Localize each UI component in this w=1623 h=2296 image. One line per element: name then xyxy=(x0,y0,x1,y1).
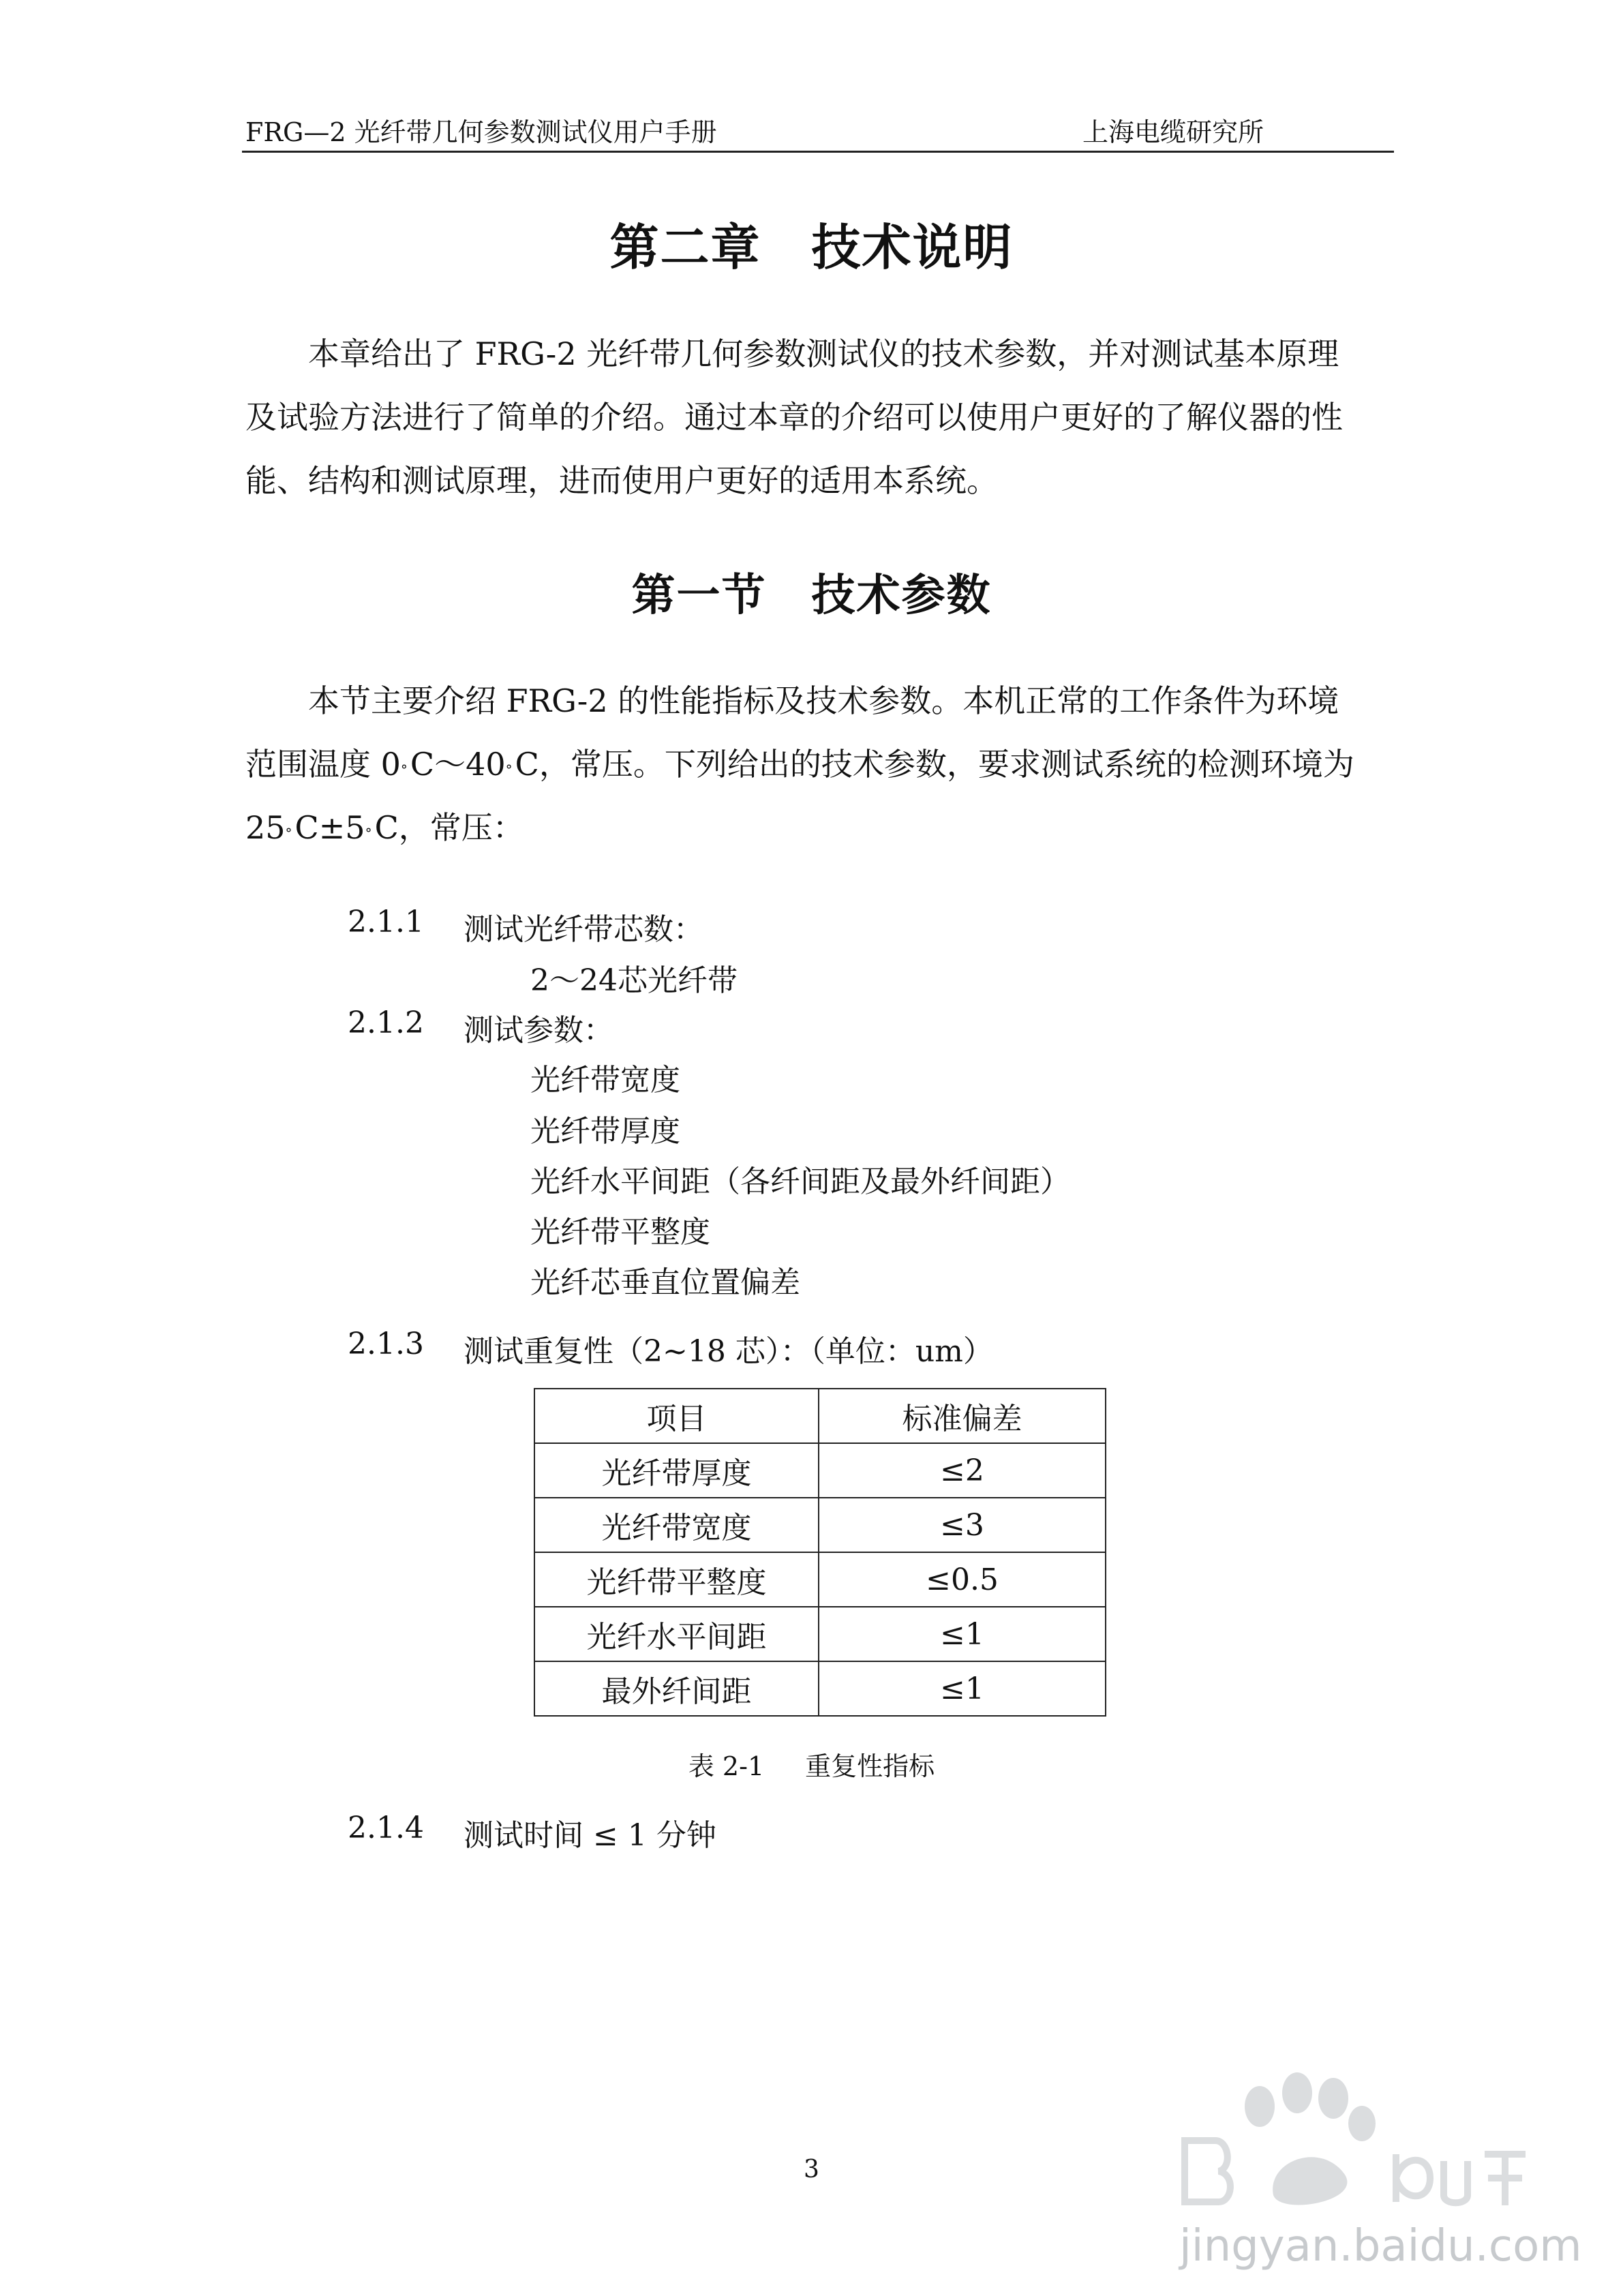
intro-line-2: 及试验方法进行了简单的介绍。通过本章的介绍可以使用户更好的了解仪器的性 xyxy=(245,399,1343,436)
repeatability-table xyxy=(534,1388,1106,1717)
table-cell: 光纤水平间距 xyxy=(534,1607,819,1661)
table-row xyxy=(534,1607,1106,1661)
section-intro-line-1: 本节主要介绍 FRG-2 的性能指标及技术参数。本机正常的工作条件为环境 xyxy=(308,682,1339,719)
table-header-row xyxy=(534,1389,1106,1443)
item-number: 2.1.1 xyxy=(348,905,424,939)
item-label: 测试参数： xyxy=(464,1013,613,1048)
table-caption-number: 表 2-1 xyxy=(688,1751,765,1781)
intro-line-3: 能、结构和测试原理，进而使用户更好的适用本系统。 xyxy=(245,462,998,499)
header-title: FRG—2 光纤带几何参数测试仪用户手册 xyxy=(245,117,717,147)
table-header: 项目 xyxy=(534,1389,819,1443)
table-row xyxy=(534,1443,1106,1498)
table-cell: 光纤带平整度 xyxy=(534,1552,819,1607)
item-label: 测试时间 ≤ 1 分钟 xyxy=(464,1818,716,1853)
item-value: 光纤水平间距（各纤间距及最外纤间距） xyxy=(530,1164,1070,1199)
table-caption xyxy=(0,1745,1623,1783)
section-intro-line-3: 25°C±5°C，常压： xyxy=(245,809,524,846)
item-label: 测试光纤带芯数： xyxy=(464,912,703,947)
table-cell: ≤2 xyxy=(819,1443,1106,1498)
item-label: 测试重复性（2~18 芯）：（单位：um） xyxy=(464,1334,993,1369)
table-caption-text: 重复性指标 xyxy=(805,1751,935,1781)
table-cell: ≤3 xyxy=(819,1498,1106,1552)
section-intro xyxy=(245,669,1391,860)
table-header: 标准偏差 xyxy=(819,1389,1106,1443)
table-cell: 光纤带宽度 xyxy=(534,1498,819,1552)
item-value: 光纤带宽度 xyxy=(530,1063,680,1098)
item-value: 光纤带平整度 xyxy=(530,1215,710,1250)
table-cell: 光纤带厚度 xyxy=(534,1443,819,1498)
table-cell: ≤1 xyxy=(819,1607,1106,1661)
table-cell: 最外纤间距 xyxy=(534,1661,819,1716)
chapter-intro xyxy=(245,322,1391,513)
item-number: 2.1.2 xyxy=(348,1006,424,1040)
table-cell: ≤1 xyxy=(819,1661,1106,1716)
baidu-paw-icon xyxy=(1157,2059,1539,2229)
intro-line-1: 本章给出了 FRG-2 光纤带几何参数测试仪的技术参数，并对测试基本原理 xyxy=(308,335,1339,372)
item-number: 2.1.3 xyxy=(348,1327,424,1361)
item-number: 2.1.4 xyxy=(348,1811,424,1845)
header-organization: 上海电缆研究所 xyxy=(1082,117,1264,147)
chapter-title: 第二章 技术说明 xyxy=(609,218,1014,276)
table-row xyxy=(534,1498,1106,1552)
table-row xyxy=(534,1552,1106,1607)
watermark-url: jingyan.baidu.com xyxy=(1179,2221,1582,2271)
table-cell: ≤0.5 xyxy=(819,1552,1106,1607)
item-value: 光纤带厚度 xyxy=(530,1114,680,1149)
table-row xyxy=(534,1661,1106,1716)
item-value: 2～24芯光纤带 xyxy=(530,963,738,998)
header-divider xyxy=(242,151,1394,153)
item-value: 光纤芯垂直位置偏差 xyxy=(530,1265,800,1300)
section-title: 第一节 技术参数 xyxy=(631,570,992,621)
page-number: 3 xyxy=(804,2156,819,2184)
section-intro-line-2: 范围温度 0°C～40°C，常压。下列给出的技术参数，要求测试系统的检测环境为 xyxy=(245,746,1354,783)
